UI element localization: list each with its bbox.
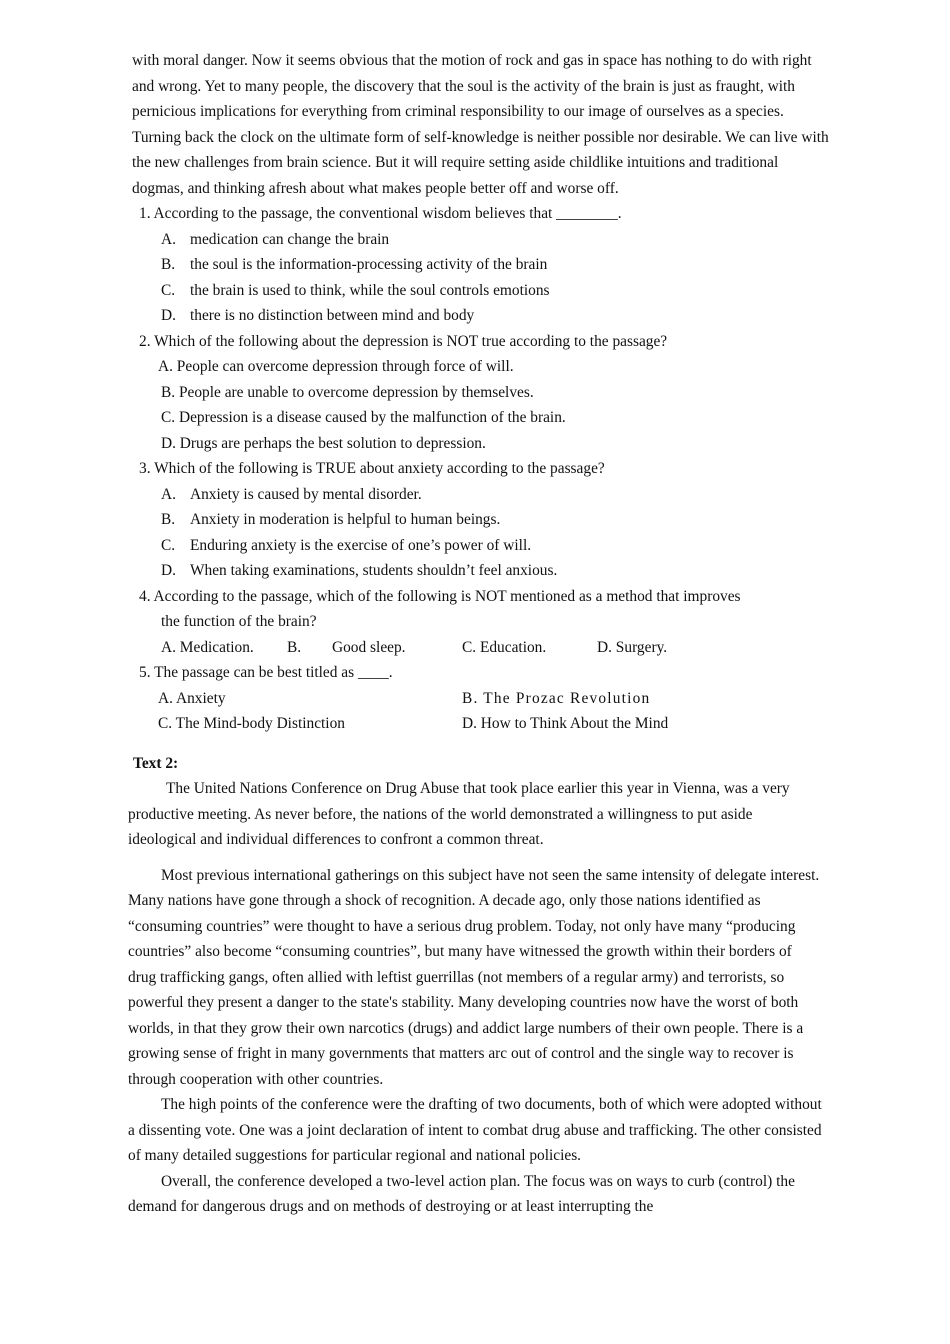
- question-1-option-a: [0, 227, 950, 253]
- question-4-option-c: C. Education.: [462, 638, 547, 656]
- question-5-stem: 5. The passage can be best titled as ____.: [139, 664, 393, 681]
- question-4-stem: 4. According to the passage, which of the following is NOT mentioned as a method that improves: [139, 587, 741, 605]
- option-text: the soul is the information-processing activity of the brain: [190, 256, 548, 273]
- question-2-option-c: C. Depression is a disease caused by the malfunction of the brain.: [161, 409, 566, 426]
- question-5-options-row-2: [0, 711, 950, 737]
- question-5-option-c: C. The Mind-body Distinction: [158, 715, 345, 732]
- intro-paragraph: with moral danger. Now it seems obvious that the motion of rock and gas in space has nothing to do with right and wrong. Yet to many people, the discovery that the soul is the activity of the brain is just as fraught, with pernicious implications for everything from criminal responsibility to our image of ourselves as a species. Turning back the clock on the ultimate form of self-knowledge is neither possible nor desirable. We can live with the new challenges from brain science. But it will require setting aside childlike intuitions and traditional dogmas, and thinking afresh about what makes people better off and worse off.: [132, 52, 829, 197]
- option-label: B.: [161, 256, 176, 273]
- question-3-stem: 3. Which of the following is TRUE about anxiety according to the passage?: [139, 460, 605, 477]
- option-text: medication can change the brain: [190, 230, 390, 248]
- question-5-option-b: B. The Prozac Revolution: [462, 689, 651, 707]
- option-label: C.: [161, 281, 176, 299]
- option-label: A.: [161, 230, 176, 248]
- option-text: Anxiety is caused by mental disorder.: [190, 485, 422, 503]
- option-text: When taking examinations, students shouldn’t feel anxious.: [190, 562, 558, 579]
- option-label: A.: [161, 485, 176, 503]
- option-text: the brain is used to think, while the soul controls emotions: [190, 281, 550, 299]
- question-1-option-d: [0, 303, 950, 329]
- question-4-options: [0, 635, 950, 661]
- question-3-option-d: [0, 558, 950, 584]
- text-2-paragraph-3: The high points of the conference were the drafting of two documents, both of which were adopted without a dissenting vote. One was a joint declaration of intent to combat drug abuse and trafficking. The other consisted of many detailed suggestions for particular regional and national policies.: [128, 1096, 822, 1164]
- question-4-option-b-text: Good sleep.: [332, 638, 406, 656]
- question-4-option-b-label: B.: [287, 638, 302, 656]
- question-5-options-row-1: [0, 686, 950, 712]
- question-3-option-c: [0, 533, 950, 559]
- option-label: D.: [161, 562, 176, 579]
- question-1-option-b: [0, 252, 950, 278]
- question-2-stem: 2. Which of the following about the depression is NOT true according to the passage?: [139, 332, 668, 350]
- text-2-paragraph-4: Overall, the conference developed a two-level action plan. The focus was on ways to curb (control) the demand for dangerous drugs and on methods of destroying or at least interrupting the: [128, 1172, 795, 1215]
- option-text: Anxiety in moderation is helpful to human beings.: [190, 511, 501, 528]
- question-4-option-d: D. Surgery.: [597, 638, 668, 656]
- option-label: D.: [161, 307, 176, 324]
- question-5-option-d: D. How to Think About the Mind: [462, 715, 669, 732]
- option-text: there is no distinction between mind and body: [190, 307, 475, 324]
- question-5-option-a: A. Anxiety: [158, 689, 226, 707]
- document-page: [0, 48, 950, 1220]
- question-2-option-a: A. People can overcome depression through force of will.: [158, 358, 514, 375]
- question-4-option-a: A. Medication.: [161, 638, 254, 656]
- question-3-option-b: [0, 507, 950, 533]
- paragraph-gap: [0, 853, 950, 863]
- option-text: Enduring anxiety is the exercise of one’s power of will.: [190, 536, 532, 554]
- question-2-option-b: B. People are unable to overcome depression by themselves.: [161, 383, 534, 401]
- section-heading-text-2: Text 2:: [133, 754, 179, 772]
- question-1-stem: 1. According to the passage, the conventional wisdom believes that ________.: [139, 205, 622, 222]
- option-label: C.: [161, 536, 176, 554]
- option-label: B.: [161, 511, 176, 528]
- question-3-option-a: [0, 482, 950, 508]
- question-4-stem-continued: the function of the brain?: [161, 613, 317, 630]
- text-2-paragraph-1: The United Nations Conference on Drug Abuse that took place earlier this year in Vienna, was a very productive meeting. As never before, the nations of the world demonstrated a willingness to put aside ideological and individual differences to confront a common threat.: [128, 780, 790, 848]
- text-2-paragraph-2: Most previous international gatherings on this subject have not seen the same intensity of delegate interest. Many nations have gone through a shock of recognition. A decade ago, only those nations identified as “consuming countries” were thought to have a serious drug problem. Today, not only have many “producing countries” also become “consuming countries”, but many have witnessed the growth within their borders of drug trafficking gangs, often allied with leftist guerrillas (not members of a regular army) and terrorists, so powerful they present a danger to the state's stability. Many developing countries now have the worst of both worlds, in that they grow their own narcotics (drugs) and addict large numbers of their own people. There is a growing sense of fright in many governments that matters arc out of control and the single way to recover is through cooperation with other countries.: [128, 866, 820, 1088]
- question-2-option-d: D. Drugs are perhaps the best solution to depression.: [161, 434, 486, 452]
- question-1-option-c: [0, 278, 950, 304]
